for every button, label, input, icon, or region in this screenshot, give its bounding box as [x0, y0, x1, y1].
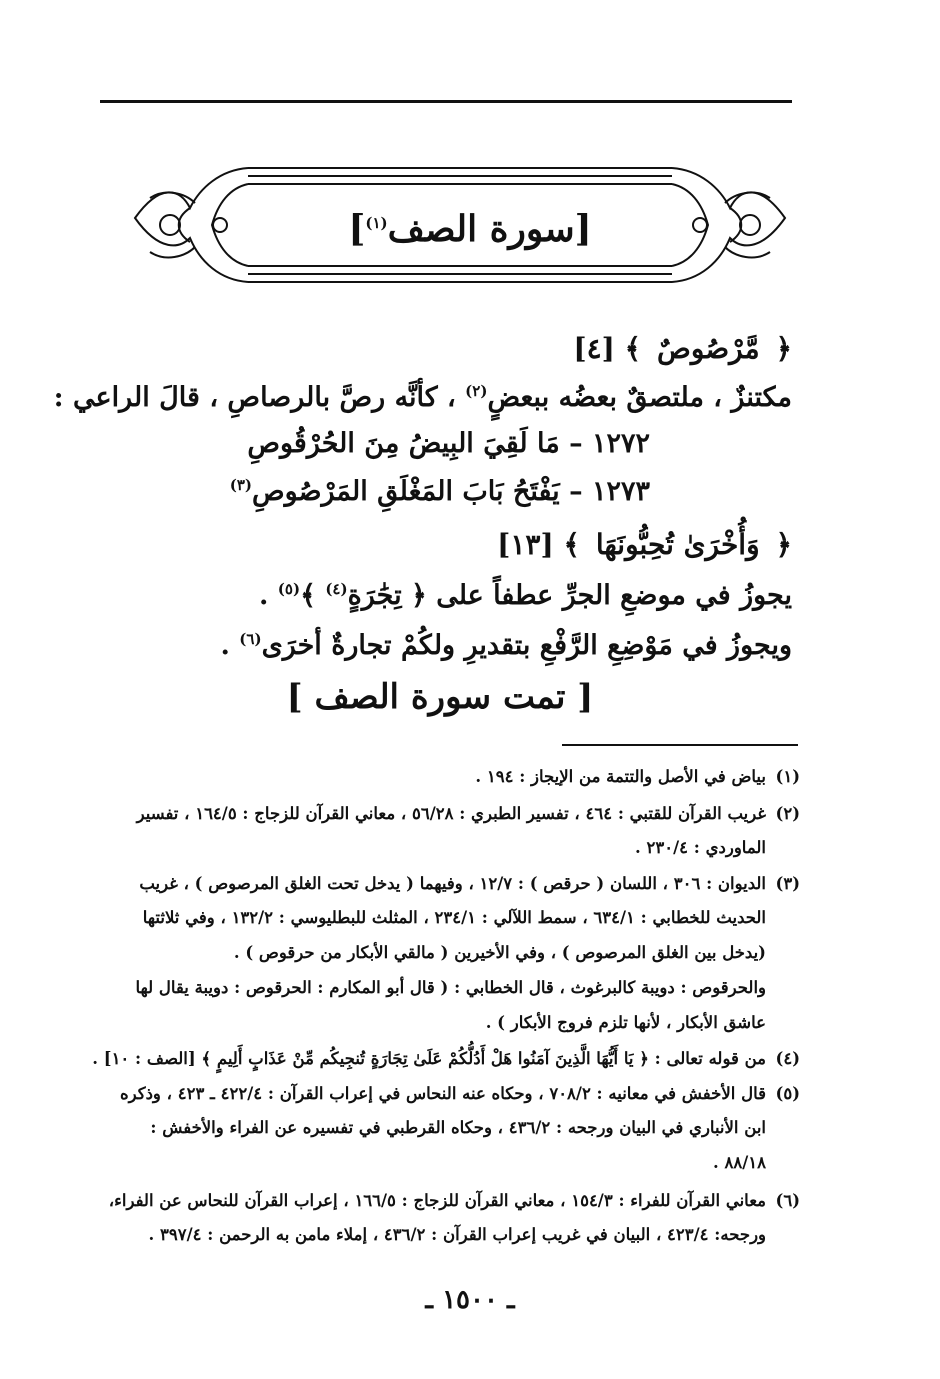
- footnote-1: (١)بياض في الأصل والتتمة من الإيجاز : ١٩٤ .: [475, 767, 800, 786]
- footnote-3-cont-4: عاشق الأبكار ، لأنها تلزم فروج الأبكار ) .: [485, 1013, 766, 1032]
- footnote-2: (٢)غريب القرآن للقتبي : ٤٦٤ ، تفسير الطبري : ٥٦/٢٨ ، معاني القرآن للزجاج : ١٦٤/٥ ، تفسير: [136, 804, 800, 823]
- poetry-verse-1272: ١٢٧٢ – مَا لَقِيَ البِيضُ مِنَ الحُرْقُوصِ: [247, 428, 650, 459]
- commentary-line-1: مكتنزٌ ، ملتصقٌ بعضُه ببعضٍ$^{(٢)}$ ، كأنَّه رصَّ بالرصاصِ ، قالَ الراعي :: [53, 382, 792, 413]
- footnote-3-cont-2: (يدخل بين الغلق المرصوص ) ، وفي الأخيرين ( مالقي الأبكار من حرقوص ) .: [233, 943, 766, 962]
- footnote-6-cont: ورجحه: ٤٢٣/٤ ، البيان في غريب إعراب القرآن : ٤٣٦/٢ ، إملاء مامن به الرحمن : ٣٩٧/٤ .: [148, 1225, 766, 1244]
- footnote-4: (٤)من قوله تعالى : ﴿ يَا أَيُّهَا الَّذِينَ آمَنُوا هَلْ أَدُلُّكُمْ عَلَىٰ تِجَارَةٍ تُنجِيكُم مِّنْ عَذَابٍ أَلِيمٍ ﴾ [الصف : ١٠] .: [92, 1049, 800, 1068]
- footnote-3-cont-3: والحرقوص : دويبة كالبرغوث ، قال الخطابي : ( قال أبو المكارم : الحرقوص : دويبة يقال لها: [135, 978, 766, 997]
- surah-title: [سورة الصف$^{(١)}$]: [348, 208, 592, 250]
- footnote-3-cont: الحديث للخطابي : ٦٣٤/١ ، سمط اللآلي : ٢٣٤/١ ، المثلث للبطليوسي : ١٣٢/٢ ، وفي ثلاثتها: [142, 908, 766, 927]
- page-number: ـ ١٥٠٠ ـ: [425, 1285, 515, 1315]
- footnote-2-cont: الماوردي : ٢٣٠/٤ .: [635, 838, 766, 857]
- footnote-5-cont: ابن الأنباري في البيان ورجحه : ٤٣٦/٢ ، وحكاه القرطبي في تفسيره عن الفراء والأخفش :: [150, 1118, 766, 1137]
- footnote-3: (٣)الديوان : ٣٠٦ ، اللسان ( حرقص ) : ١٢/٧ ، وفيهما ( يدخل تحت الغلق المرصوص ) ، غريب: [139, 874, 800, 893]
- top-rule: [100, 100, 792, 103]
- poetry-verse-1273: ١٢٧٣ – يَفْتَحُ بَابَ المَغْلَقِ المَرْصُوصِ$^{(٣)}$: [229, 476, 650, 507]
- commentary-line-2: يجوزُ في موضعِ الجرِّ عطفاً على ﴿ تِجَٰرَةٍ$^{(٤)}$ ﴾$^{(٥)}$ .: [258, 580, 792, 611]
- footnote-5: (٥)قال الأخفش في معانيه : ٧٠٨/٢ ، وحكاه عنه النحاس في إعراب القرآن : ٤٢٢/٤ ـ ٤٢٣ ، وذكره: [119, 1084, 800, 1103]
- ayah-heading-4: ﴿مَّرْصُوصٌ﴾ [٤]: [573, 332, 792, 365]
- footnote-6: (٦)معاني القرآن للفراء : ١٥٤/٣ ، معاني القرآن للزجاج : ١٦٦/٥ ، إعراب القرآن للنحاس عن الفراء،: [108, 1191, 800, 1210]
- surah-end-title: [ تمت سورة الصف ]: [286, 677, 594, 717]
- commentary-line-3: ويجوزُ في مَوْضِعِ الرَّفْعِ بتقديرِ ولكُمْ تجارةٌ أخرَى$^{(٦)}$ .: [220, 630, 792, 661]
- footnote-divider: [562, 744, 798, 746]
- ayah-heading-13: ﴿وَأُخْرَىٰ تُحِبُّونَهَا﴾ [١٣]: [497, 528, 792, 561]
- footnote-5-cont-2: ٨٨/١٨ .: [713, 1153, 766, 1172]
